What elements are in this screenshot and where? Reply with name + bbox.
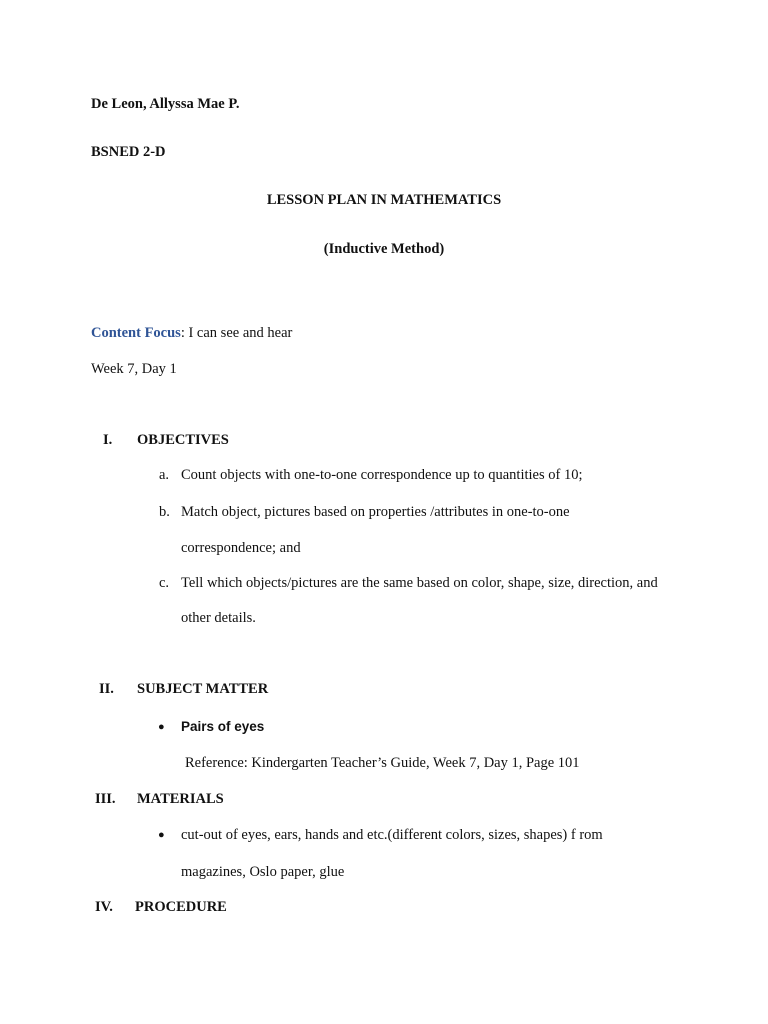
section-materials-heading [95, 791, 224, 808]
document-subtitle: (Inductive Method) [323, 241, 445, 257]
objective-text: Tell which objects/pictures are the same based on color, shape, size, direction, and [181, 575, 658, 591]
section-numeral: II. [99, 681, 114, 697]
week-day: Week 7, Day 1 [91, 361, 177, 377]
section-numeral: III. [95, 791, 116, 807]
objective-letter: a. [159, 467, 170, 483]
section-heading: MATERIALS [137, 791, 224, 807]
subject-bullet-text: Pairs of eyes [181, 719, 265, 734]
section-heading: OBJECTIVES [137, 432, 229, 448]
objective-text-continuation: correspondence; and [181, 540, 301, 556]
student-name: De Leon, Allyssa Mae P. [91, 96, 240, 112]
content-focus-label: Content Focus [91, 325, 181, 341]
bullet-icon: ● [158, 721, 165, 733]
objective-text: Match object, pictures based on properties /attributes in one-to-one [181, 504, 570, 520]
content-focus [91, 325, 292, 342]
section-objectives-heading [103, 432, 229, 449]
objective-item [159, 467, 582, 484]
section-numeral: I. [103, 432, 113, 448]
bullet-icon: ● [158, 829, 165, 841]
objective-letter: b. [159, 504, 170, 520]
document-title: LESSON PLAN IN MATHEMATICS [266, 192, 502, 208]
objective-item [159, 504, 570, 521]
objective-text: Count objects with one-to-one correspondence up to quantities of 10; [181, 467, 583, 483]
section-subject-matter-heading [99, 681, 268, 698]
materials-text-continuation: magazines, Oslo paper, glue [181, 864, 345, 880]
section-heading: SUBJECT MATTER [137, 681, 269, 697]
section-numeral: IV. [95, 899, 113, 915]
objective-text-continuation: other details. [181, 610, 256, 626]
objective-item [159, 575, 658, 592]
materials-text: cut-out of eyes, ears, hands and etc.(different colors, sizes, shapes) f rom [181, 827, 603, 843]
objective-letter: c. [159, 575, 170, 591]
section-heading: PROCEDURE [135, 899, 227, 915]
section-procedure-heading [95, 899, 227, 916]
content-focus-text: : I can see and hear [180, 325, 293, 341]
student-section: BSNED 2-D [91, 144, 166, 160]
subject-reference: Reference: Kindergarten Teacher’s Guide, Week 7, Day 1, Page 101 [185, 755, 580, 771]
